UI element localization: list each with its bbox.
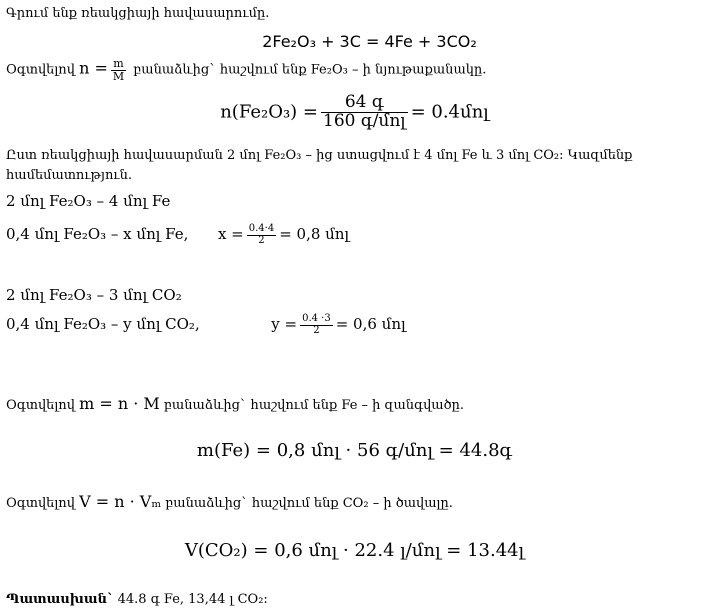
- formula-n-fraction: [111, 58, 126, 82]
- formula-description: բանաձևից` հաշվում ենք CO₂ – ի ծավալը.: [165, 496, 453, 511]
- fraction-numerator: 0.4·4: [248, 223, 275, 234]
- formula-line-m: [6, 394, 464, 413]
- fraction-numerator: 64 գ: [321, 94, 408, 113]
- fraction-numerator: m: [111, 58, 126, 71]
- y-lhs: y =: [271, 315, 298, 333]
- moles-lhs: n(Fe₂O₃) =: [220, 101, 319, 123]
- y-rhs: = 0,6 մոլ: [335, 315, 406, 333]
- mass-equation: m(Fe) = 0,8 մոլ · 56 գ/մոլ = 44.8գ: [196, 440, 513, 461]
- formula-n-lhs: n =: [79, 58, 108, 78]
- formula-v: V = n · Vₘ: [79, 492, 162, 511]
- x-lhs: x =: [217, 225, 244, 243]
- fraction-denominator: M: [112, 69, 125, 83]
- formula-description: բանաձևից` հաշվում ենք Fe – ի զանգվածը.: [163, 398, 465, 413]
- proportion-fe-line-2: [6, 224, 349, 246]
- formula-intro: Օգտվելով: [6, 398, 75, 413]
- formula-m: m = n · M: [79, 394, 160, 413]
- reaction-ratio-line: Ըստ ռեակցիայի հավասարման 2 մոլ Fe₂O₃ – ից ստացվում է 4 մոլ Fe և 3 մոլ CO₂: Կազմենք: [6, 148, 633, 163]
- moles-rhs: = 0.4մոլ: [410, 101, 489, 123]
- proportion-co2-line-1: 2 մոլ Fe₂O₃ – 3 մոլ CO₂: [6, 286, 182, 304]
- reaction-ratio-line-cont: համեմատություն.: [6, 168, 133, 183]
- fraction-denominator: 2: [313, 324, 320, 336]
- y-fraction: [300, 314, 333, 336]
- fraction-denominator: 160 գ/մոլ: [323, 110, 406, 131]
- intro-line: Գրում ենք ռեակցիայի հավասարումը.: [6, 6, 270, 21]
- proportion-co2-line-2: [6, 314, 406, 336]
- answer-line: [6, 592, 268, 607]
- formula-line-n: [6, 58, 486, 82]
- volume-equation: V(CO₂) = 0,6 մոլ · 22.4 լ/մոլ = 13.44լ: [184, 540, 525, 561]
- fraction-numerator: 0.4 ·3: [302, 313, 331, 324]
- formula-description: բանաձևից` հաշվում ենք Fe₂O₃ – ի նյութաքանակը.: [133, 62, 487, 78]
- answer-label: Պատասխան`: [6, 592, 114, 607]
- proportion-fe-text: 0,4 մոլ Fe₂O₃ – x մոլ Fe,: [6, 225, 189, 243]
- answer-text: 44.8 գ Fe, 13,44 լ CO₂:: [113, 592, 268, 607]
- moles-equation: [0, 94, 709, 131]
- reaction-equation: 2Fe₂O₃ + 3C = 4Fe + 3CO₂: [262, 32, 477, 51]
- formula-intro: Օգտվելով: [6, 496, 75, 511]
- proportion-fe-line-1: 2 մոլ Fe₂O₃ – 4 մոլ Fe: [6, 192, 171, 210]
- formula-line-v: [6, 492, 453, 511]
- x-rhs: = 0,8 մոլ: [279, 225, 350, 243]
- x-fraction: [247, 224, 276, 246]
- fraction-denominator: 2: [258, 234, 265, 246]
- moles-fraction: [321, 94, 408, 131]
- formula-intro: Օգտվելով: [6, 62, 75, 78]
- proportion-co2-text: 0,4 մոլ Fe₂O₃ – y մոլ CO₂,: [6, 315, 200, 333]
